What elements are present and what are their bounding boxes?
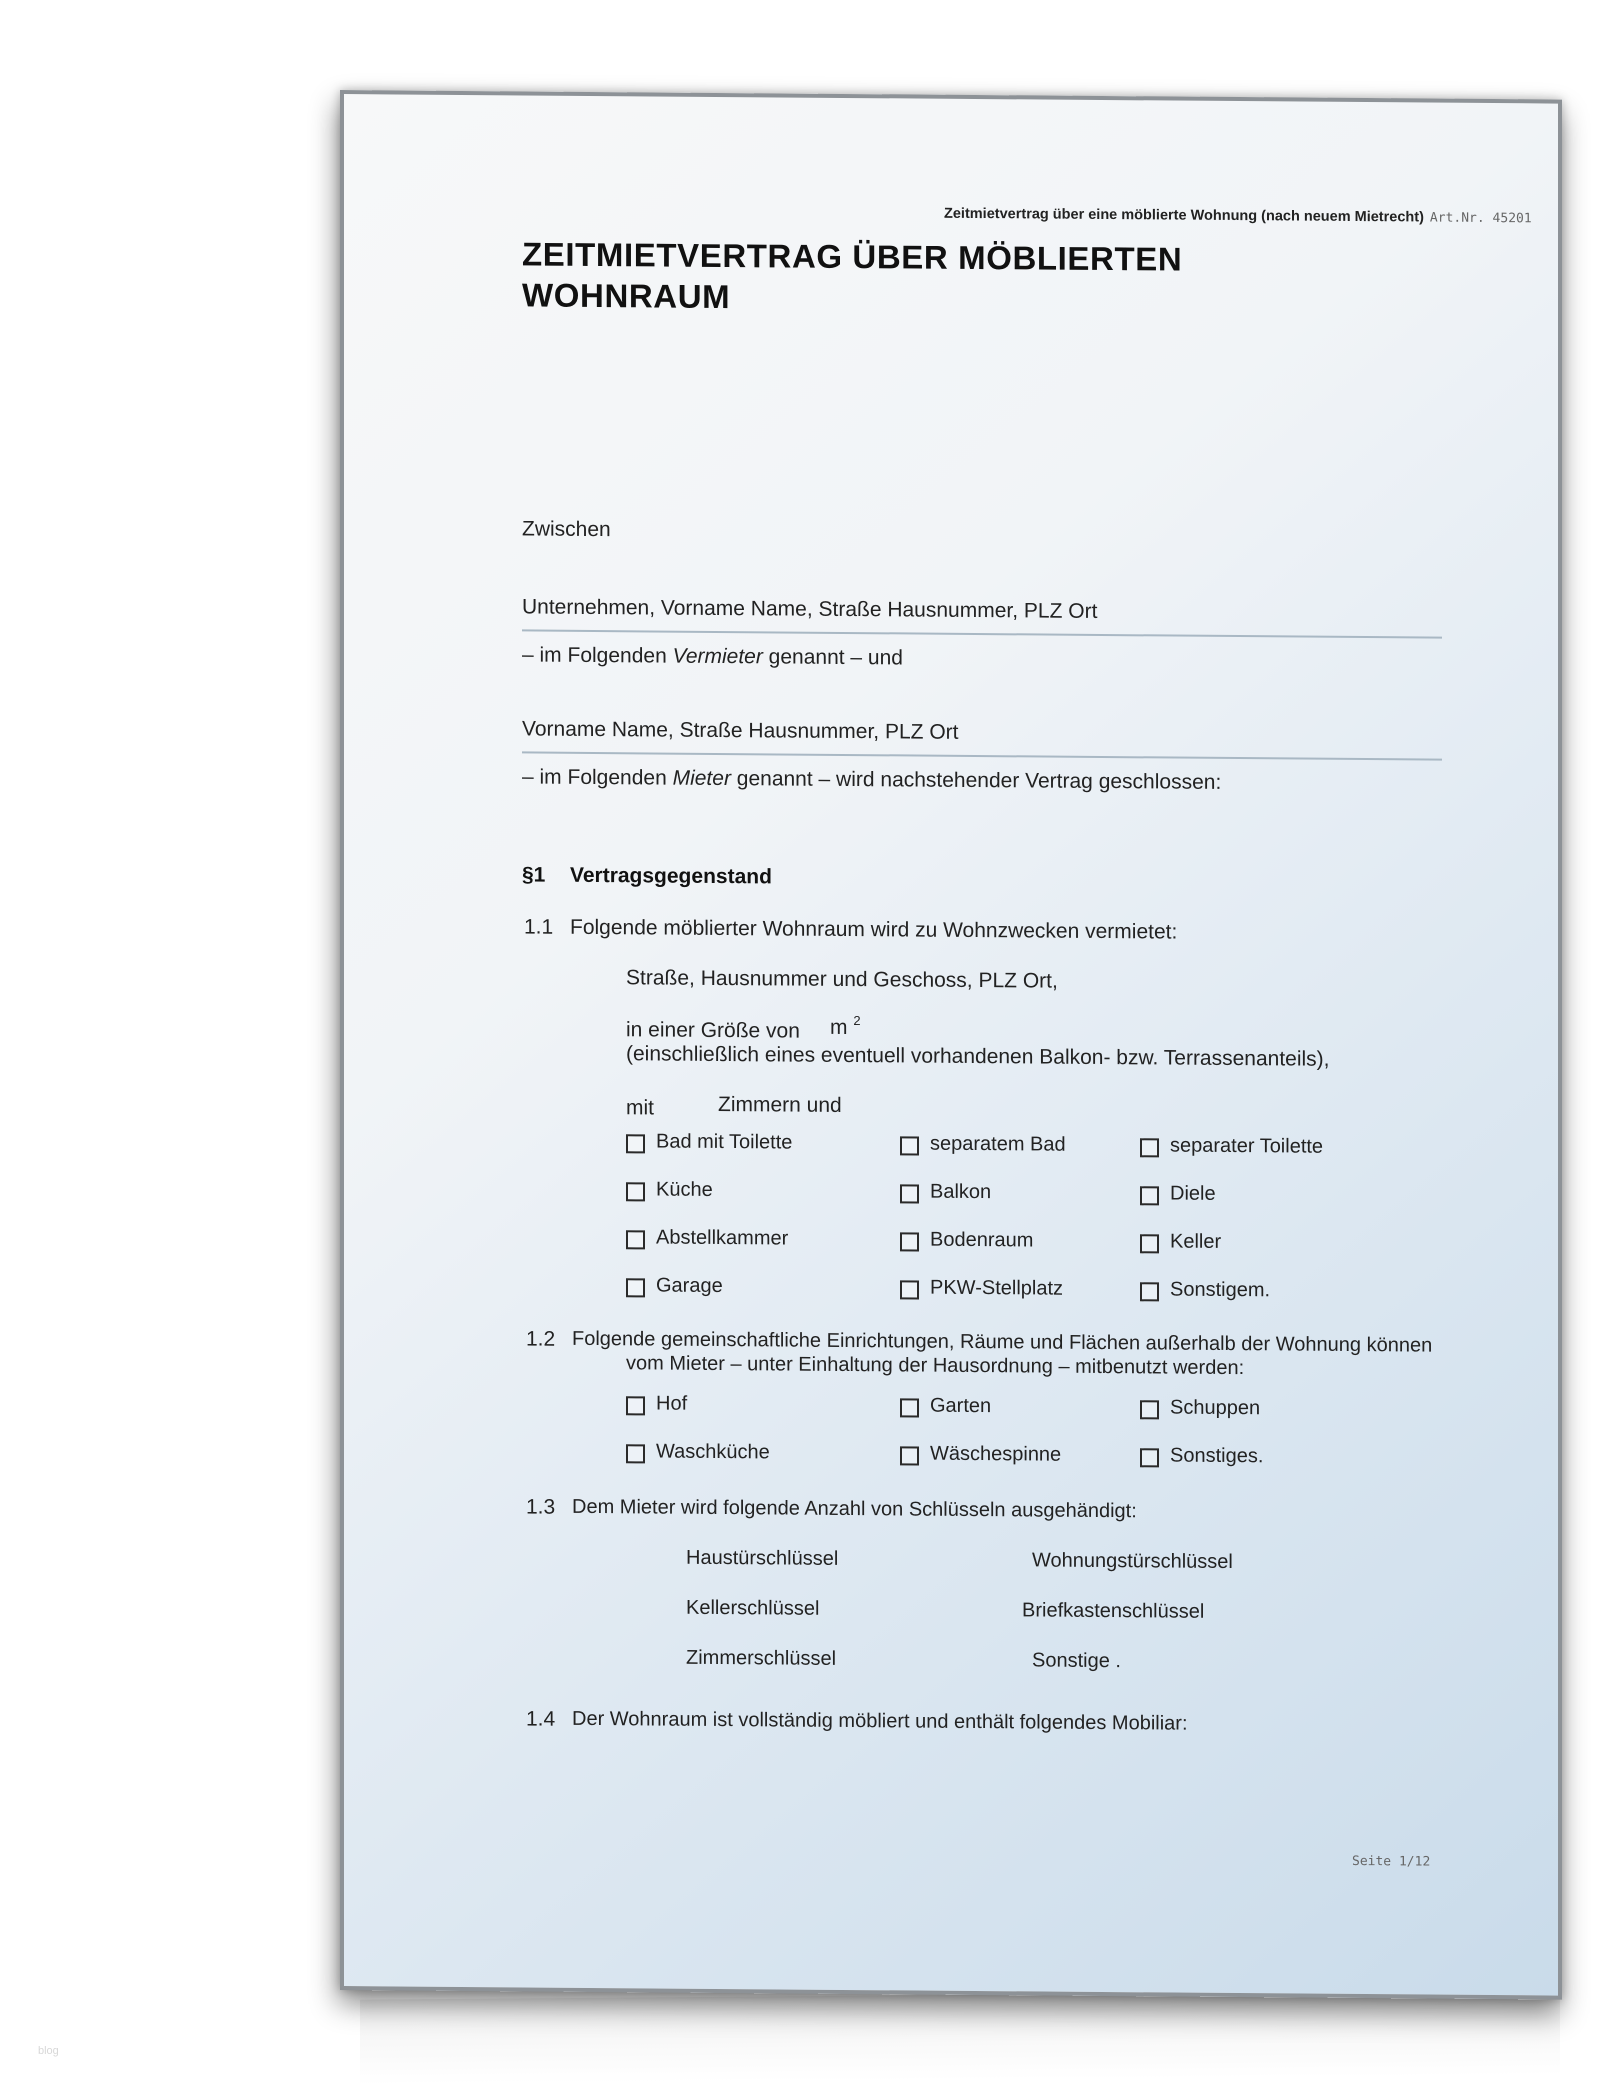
checkbox-bodenraum[interactable] (900, 1232, 919, 1251)
section-1-number: §1 (522, 863, 546, 887)
landlord-role-suffix: genannt – und (762, 645, 903, 670)
size-label: in einer Größe von (626, 1018, 800, 1043)
option-kueche: Küche (656, 1178, 713, 1201)
tenant-role-prefix: – im Folgenden (522, 765, 673, 790)
clause-1-2-text-line2: vom Mieter – unter Einhaltung der Hausordnung – mitbenutzt werden: (626, 1352, 1245, 1380)
size-unit-superscript: 2 (853, 1013, 861, 1029)
document-page (340, 90, 1562, 2000)
key-briefkasten: Briefkastenschlüssel (1022, 1599, 1205, 1623)
clause-1-1-number: 1.1 (524, 915, 554, 939)
watermark: blog (38, 2045, 59, 2057)
option-balkon: Balkon (930, 1180, 992, 1204)
option-keller: Keller (1170, 1230, 1222, 1253)
key-haustuer: Haustürschlüssel (686, 1546, 839, 1570)
clause-1-2-number: 1.2 (526, 1327, 556, 1351)
landlord-role (522, 643, 903, 670)
property-address[interactable]: Straße, Hausnummer und Geschoss, PLZ Ort, (626, 966, 1058, 993)
clause-1-4-number: 1.4 (526, 1707, 556, 1731)
option-pkw-stellplatz: PKW-Stellplatz (930, 1276, 1064, 1300)
option-diele: Diele (1170, 1182, 1216, 1205)
checkbox-garage[interactable] (626, 1278, 645, 1297)
checkbox-hof[interactable] (626, 1396, 645, 1415)
clause-1-4-text: Der Wohnraum ist vollständig möbliert und enthält folgendes Mobiliar: (572, 1707, 1188, 1735)
tenant-role-term: Mieter (672, 766, 731, 791)
key-keller: Kellerschlüssel (686, 1596, 820, 1620)
key-sonstige: Sonstige . (1032, 1649, 1121, 1673)
size-unit (830, 1013, 861, 1040)
between-label: Zwischen (522, 517, 611, 542)
option-separater-toilette: separater Toilette (1170, 1134, 1324, 1158)
page-reflection (360, 1990, 1560, 2084)
option-sonstigem: Sonstigem. (1170, 1278, 1271, 1302)
option-bodenraum: Bodenraum (930, 1228, 1034, 1252)
checkbox-waschkueche[interactable] (626, 1444, 645, 1463)
checkbox-separater-toilette[interactable] (1140, 1138, 1159, 1157)
article-number: Art.Nr. 45201 (1429, 210, 1532, 227)
section-1-title: Vertragsgegenstand (570, 863, 772, 889)
checkbox-sonstiges[interactable] (1140, 1448, 1159, 1467)
key-wohnungstuer: Wohnungstürschlüssel (1032, 1549, 1233, 1574)
landlord-role-term: Vermieter (672, 644, 763, 669)
option-abstellkammer: Abstellkammer (656, 1226, 789, 1250)
checkbox-abstellkammer[interactable] (626, 1230, 645, 1249)
size-note: (einschließlich eines eventuell vorhandenen Balkon- bzw. Terrassenanteils), (626, 1042, 1330, 1071)
checkbox-garten[interactable] (900, 1398, 919, 1417)
clause-1-1-text: Folgende möblierter Wohnraum wird zu Wohnzwecken vermietet: (570, 915, 1178, 944)
checkbox-kueche[interactable] (626, 1182, 645, 1201)
key-zimmer: Zimmerschlüssel (686, 1646, 837, 1670)
rooms-label: Zimmern und (718, 1092, 842, 1117)
tenant-role (522, 765, 1221, 794)
option-garten: Garten (930, 1394, 992, 1418)
checkbox-sonstigem[interactable] (1140, 1282, 1159, 1301)
landlord-field[interactable]: Unternehmen, Vorname Name, Straße Hausnummer, PLZ Ort (522, 595, 1098, 623)
clause-1-2-text-line1: Folgende gemeinschaftliche Einrichtungen, Räume und Flächen außerhalb der Wohnung können (572, 1327, 1433, 1357)
landlord-role-prefix: – im Folgenden (522, 643, 673, 668)
checkbox-pkw-stellplatz[interactable] (900, 1280, 919, 1299)
tenant-line (522, 751, 1442, 760)
option-garage: Garage (656, 1274, 723, 1298)
checkbox-balkon[interactable] (900, 1184, 919, 1203)
clause-1-3-text: Dem Mieter wird folgende Anzahl von Schlüsseln ausgehändigt: (572, 1495, 1137, 1523)
clause-1-3-number: 1.3 (526, 1495, 556, 1519)
option-hof: Hof (656, 1392, 688, 1415)
page-number: Seite 1/12 (1352, 1853, 1431, 1870)
option-schuppen: Schuppen (1170, 1396, 1261, 1420)
checkbox-waeschespinne[interactable] (900, 1446, 919, 1465)
option-bad-mit-toilette: Bad mit Toilette (656, 1130, 793, 1154)
tenant-role-suffix: genannt – wird nachstehender Vertrag geschlossen: (730, 767, 1222, 794)
option-waeschespinne: Wäschespinne (930, 1442, 1062, 1466)
checkbox-diele[interactable] (1140, 1186, 1159, 1205)
header-reference (944, 206, 1532, 227)
checkbox-schuppen[interactable] (1140, 1400, 1159, 1419)
option-waschkueche: Waschküche (656, 1440, 770, 1464)
header-reference-text: Zeitmietvertrag über eine möblierte Wohnung (nach neuem Mietrecht) (944, 205, 1424, 226)
checkbox-bad-mit-toilette[interactable] (626, 1134, 645, 1153)
document-title: ZEITMIETVERTRAG ÜBER MÖBLIERTEN WOHNRAUM (522, 235, 1183, 316)
checkbox-keller[interactable] (1140, 1234, 1159, 1253)
landlord-line (522, 629, 1442, 638)
option-separatem-bad: separatem Bad (930, 1132, 1066, 1156)
with-label: mit (626, 1096, 654, 1120)
tenant-field[interactable]: Vorname Name, Straße Hausnummer, PLZ Ort (522, 717, 959, 744)
option-sonstiges: Sonstiges. (1170, 1444, 1264, 1468)
size-unit-m: m (830, 1015, 848, 1039)
checkbox-separatem-bad[interactable] (900, 1136, 919, 1155)
